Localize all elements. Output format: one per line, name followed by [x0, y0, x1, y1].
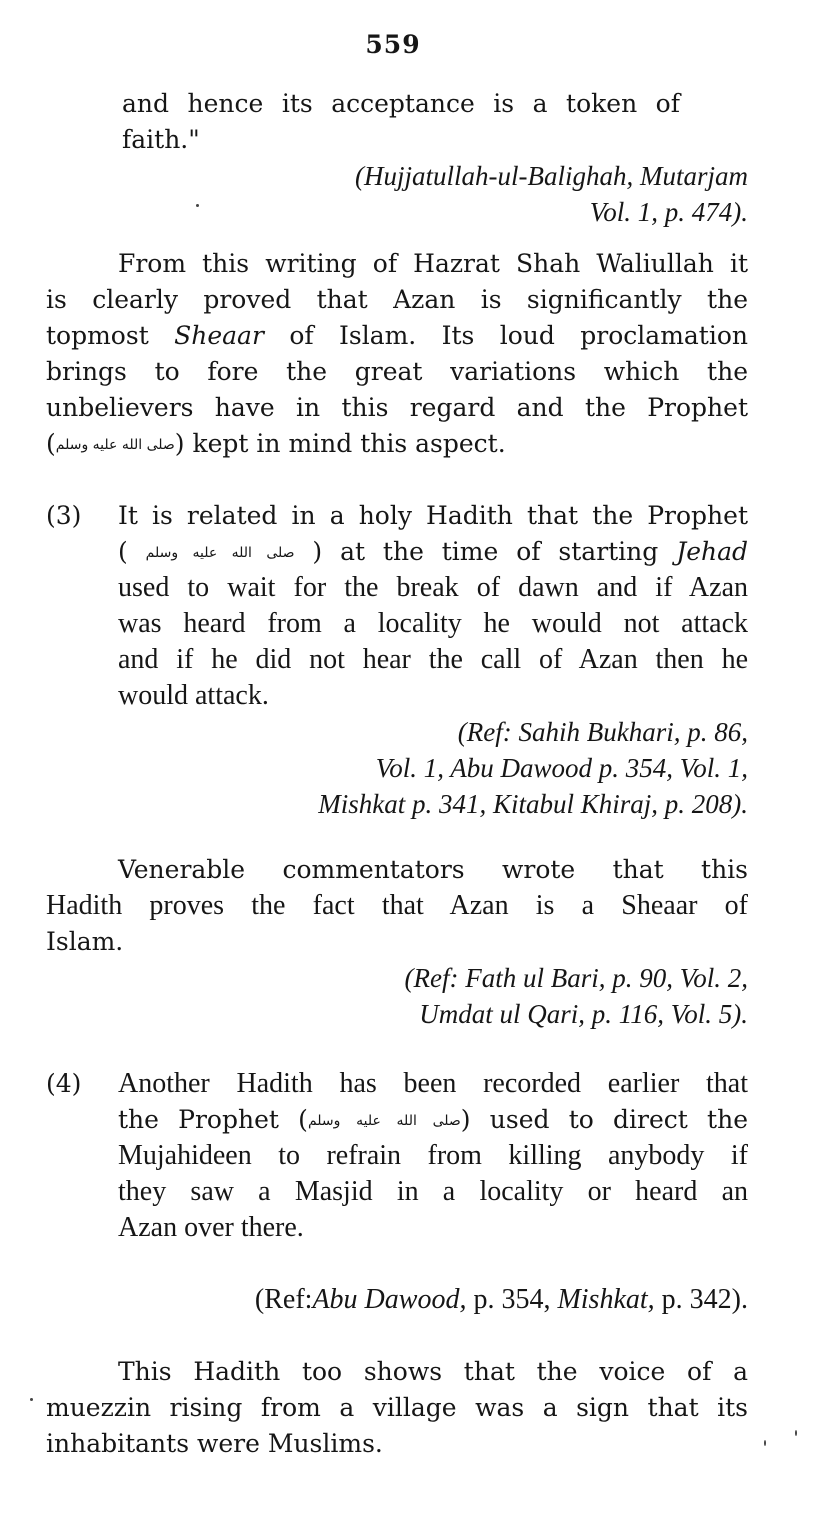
para3-line-2: muezzin rising from a village was a sign that its: [46, 1393, 748, 1422]
para1-line-3-start: topmost: [46, 321, 149, 350]
item3-salutation: ( صلى الله عليه وسلم ): [118, 537, 323, 566]
item4-line-4: they saw a Masjid in a locality or heard an: [118, 1176, 748, 1207]
para1-line-5: unbelievers have in this regard and the Prophet: [46, 393, 748, 422]
item4-citation-page-1: p. 354,: [473, 1284, 551, 1315]
item3-citation-line-3: Mishkat p. 341, Kitabul Khiraj, p. 208).: [318, 789, 748, 819]
para2-citation-line-1: (Ref: Fath ul Bari, p. 90, Vol. 2,: [404, 963, 748, 993]
item4-citation: [255, 1282, 748, 1318]
item4-line-5: Azan over there.: [118, 1212, 304, 1243]
para2-line-1: Venerable commentators wrote that this: [118, 855, 748, 884]
item4-citation-source-2: Mishkat,: [557, 1284, 655, 1315]
para1-line-1: From this writing of Hazrat Shah Waliullah it: [118, 249, 748, 278]
print-speck: [764, 1440, 766, 1446]
print-speck: [196, 204, 199, 207]
sheaar-term: Sheaar: [174, 321, 264, 350]
salutation-glyph: صلى الله عليه وسلم: [145, 545, 295, 561]
para3-line-3: inhabitants were Muslims.: [46, 1429, 383, 1458]
item4-citation-ref: (Ref:: [254, 1284, 313, 1315]
print-speck: [795, 1430, 797, 1436]
item3-line-5: and if he did not hear the call of Azan then he: [118, 644, 748, 675]
intro-line-1: and hence its acceptance is a token of: [122, 89, 680, 118]
intro-citation-line-2: Vol. 1, p. 474).: [589, 197, 748, 227]
salutation-glyph: صلى الله عليه وسلم: [55, 437, 175, 453]
para2-line-3: Islam.: [46, 927, 124, 956]
item-4-number: (4): [46, 1069, 82, 1098]
para1-line-3-end: of Islam. Its loud proclamation: [289, 321, 749, 350]
item4-line-1: Another Hadith has been recorded earlier that: [118, 1068, 748, 1099]
para1-line-4: brings to fore the great variations which the: [46, 357, 748, 386]
para1-line-6-text: kept in mind this aspect.: [192, 429, 506, 458]
item4-salutation: (صلى الله عليه وسلم): [298, 1105, 471, 1134]
para2-citation-line-2: Umdat ul Qari, p. 116, Vol. 5).: [419, 999, 748, 1029]
item4-line-3: Mujahideen to refrain from killing anybody if: [118, 1140, 748, 1171]
item3-citation-line-2: Vol. 1, Abu Dawood p. 354, Vol. 1,: [375, 753, 748, 783]
item3-line-6: would attack.: [118, 680, 269, 711]
item3-line-3: used to wait for the break of dawn and if Azan: [118, 572, 748, 603]
intro-line-2: faith.": [122, 125, 200, 154]
para2-line-2: Hadith proves the fact that Azan is a Sheaar of: [46, 890, 748, 921]
item3-line-4: was heard from a locality he would not attack: [118, 608, 748, 639]
page-number: 559: [365, 30, 421, 59]
salutation-glyph: صلى الله عليه وسلم: [307, 1113, 461, 1129]
para3-line-1: This Hadith too shows that the voice of a: [118, 1357, 748, 1386]
item4-line-2-end: used to direct the: [489, 1105, 748, 1134]
para1-line-2: is clearly proved that Azan is significantly the: [46, 285, 748, 314]
item4-citation-page-2: p. 342).: [661, 1284, 748, 1315]
para1-line-6: (صلى الله عليه وسلم) kept in mind this aspect.: [46, 429, 506, 458]
item3-line-2-text: at the time of starting: [340, 537, 659, 566]
item-3-number: (3): [46, 501, 82, 530]
print-speck: [30, 1398, 33, 1401]
item3-line-2: [118, 534, 748, 571]
intro-citation-line-1: (Hujjatullah-ul-Balighah, Mutarjam: [355, 161, 748, 191]
item4-citation-source-1: Abu Dawood,: [312, 1284, 467, 1315]
item3-line-1: It is related in a holy Hadith that the Prophet: [118, 501, 748, 530]
jehad-term: Jehad: [676, 537, 749, 566]
item3-citation-line-1: (Ref: Sahih Bukhari, p. 86,: [457, 717, 748, 747]
item4-line-2-start: the Prophet: [118, 1105, 279, 1134]
item4-line-2: [118, 1102, 748, 1139]
para1-line-3: [46, 318, 748, 354]
